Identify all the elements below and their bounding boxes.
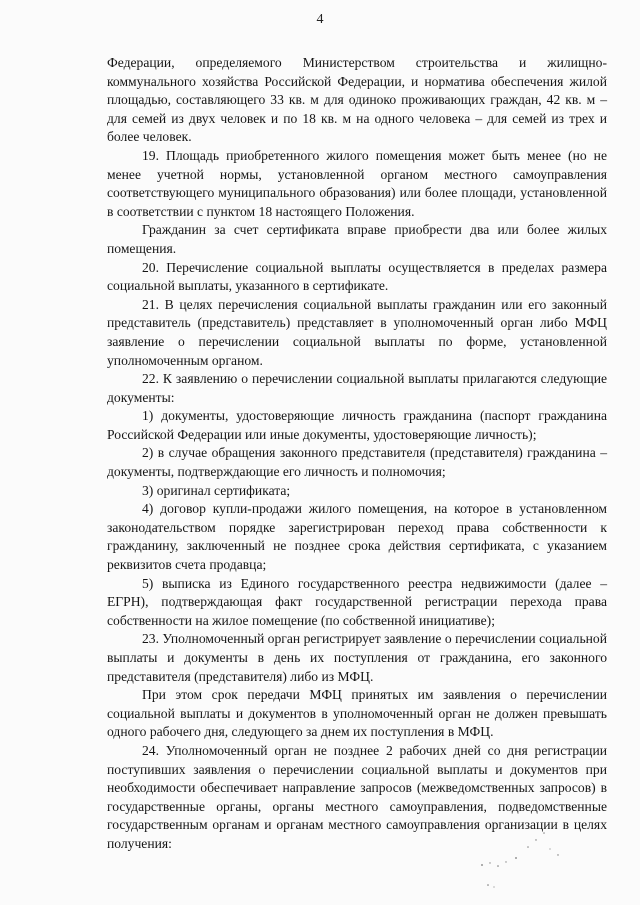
list-item-5: 5) выписка из Единого государственного реестра недвижимости (далее – ЕГРН), подтверждающая факт государственной регистрации перехода права собственности на жилое помещение (по собственной инициативе);: [107, 575, 607, 628]
list-item-1: 1) документы, удостоверяющие личность гражданина (паспорт гражданина Российской Федерации или иные документы, удостоверяющие личность);: [107, 408, 607, 442]
paragraph-21: 21. В целях перечисления социальной выплаты гражданин или его законный представитель (представитель) представляет в уполномоченный орган либо МФЦ заявление о перечислении социальной выплаты по форме, установленной уполномоченным органом.: [107, 296, 607, 368]
paragraph-19-note: Гражданин за счет сертификата вправе приобрести два или более жилых помещения.: [107, 222, 607, 256]
paragraph-20: 20. Перечисление социальной выплаты осуществляется в пределах размера социальной выплаты, указанного в сертификате.: [107, 259, 607, 294]
paragraph-24: 24. Уполномоченный орган не позднее 2 рабочих дней со дня регистрации поступивших заявления о перечислении социальной выплаты и документов при необходимости обеспечивает направление запросов (межведомственных запросов) в государственные органы, органы местного самоуправления, подведомственные государственным органам и органам местного самоуправления организации в целях получения:: [107, 742, 607, 851]
paragraph-23-note: При этом срок передачи МФЦ принятых им заявления о перечислении социальной выплаты и документов в уполномоченный орган не должен превышать одного рабочего дня, следующего за днем их поступления в МФЦ.: [107, 687, 607, 740]
paragraph-19: 19. Площадь приобретенного жилого помещения может быть менее (но не менее учетной нормы, установленной органом местного самоуправления соответствующего муниципального образования) или более площади, установленной в соответствии с пунктом 18 настоящего Положения.: [107, 147, 607, 219]
list-item-3: 3) оригинал сертификата;: [142, 482, 291, 498]
paragraph-23: 23. Уполномоченный орган регистрирует заявление о перечислении социальной выплаты и документы в день их поступления от гражданина, его законного представителя (представителя) либо из МФЦ.: [107, 631, 607, 684]
list-item-4: 4) договор купли-продажи жилого помещения, на которое в установленном законодательством порядке зарегистрирован переход права собственности к гражданину, заключенный не позднее срока действия сертификата, с указанием реквизитов счета продавца;: [107, 501, 607, 573]
paragraph-22: 22. К заявлению о перечислении социальной выплаты прилагаются следующие документы:: [107, 371, 607, 405]
document-body: [107, 54, 607, 854]
paragraph-continuation: Федерации, определяемого Министерством строительства и жилищно-коммунального хозяйства Российской Федерации, и норматива обеспечения жилой площадью, составляющего 33 кв. м для одиноко проживающих граждан, 42 кв. м – для семей из двух человек и по 18 кв. м на одного человека – для семей из трех и более человек.: [107, 55, 607, 145]
scan-specks: [470, 825, 590, 895]
list-item-2: 2) в случае обращения законного представителя (представителя) гражданина – документы, подтверждающие его личность и полномочия;: [107, 445, 607, 480]
page-number: 4: [316, 12, 324, 27]
